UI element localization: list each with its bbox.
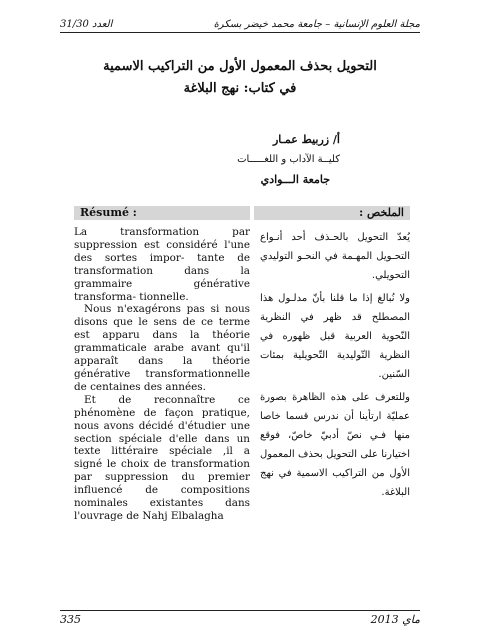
- author-block: [140, 130, 340, 190]
- arabic-paragraph: وللتعرف على هذه الظاهرة بصورة عمليّة ارتأينا أن ندرس قسما خاصا منها فـي نصّ أدبيّ خاصّ، فوقع اختيارنا على التحويل بحذف المعمول الأول من التراكيب الاسمية في نهج البلاغة.: [260, 392, 410, 498]
- page-footer: [60, 610, 420, 626]
- author-name: أ/ زربيط عمـار: [273, 133, 340, 146]
- issue-number: العدد 31/30: [60, 19, 113, 30]
- page-header: [60, 10, 420, 33]
- arabic-abstract: [260, 228, 410, 506]
- title-line-1: التحويل بحذف المعمول الأول من التراكيب الاسمية: [103, 59, 377, 74]
- french-paragraph: Et de reconnaître ce phénomène de façon pratique, nous avons décidé d'étudier une section spéciale d'elle dans un texte littéraire spéciale ,il a signé le choix de transformation par suppression du premier influencé de compositions nominales existantes dans l'ouvrage de Nahj Elbalagha: [74, 393, 250, 522]
- page-number: 335: [60, 613, 81, 626]
- article-title: [70, 56, 410, 100]
- author-university: جامعة الـــوادي: [260, 173, 330, 186]
- arabic-paragraph: ولا نُبالغ إذا ما قلنا بأنّ مدلـول هذا المصطلح قد ظهر في النظرية النّحوية العربية قبل ظهوره في النظرية التّوليدية التّحويلية بمئات السّنين.: [260, 293, 410, 380]
- publication-date: ماي 2013: [370, 613, 420, 626]
- author-faculty: كليــة الآداب و اللغـــــات: [237, 154, 340, 165]
- french-abstract: [74, 226, 250, 523]
- resume-heading: Résumé :: [74, 206, 250, 220]
- journal-name: مجلة العلوم الإنسانية – جامعة محمد خيضر بسكرة: [213, 19, 420, 30]
- arabic-abstract-heading: الملخص :: [254, 206, 410, 220]
- arabic-paragraph: يُعدّ التحويل بالحـذف أحد أنـواع التحـويل المهـمة في النحـو التوليدي التحويلي.: [260, 232, 410, 281]
- title-line-2: في كتاب: نهج البلاغة: [183, 81, 297, 96]
- french-paragraph: La transformation par suppression est considéré l'une des sortes impor- tante de transformation dans la grammaire générative transforma- tionnelle.: [74, 226, 250, 303]
- french-paragraph: Nous n'exagérons pas si nous disons que le sens de ce terme est apparu dans la théorie grammaticale arabe avant qu'il apparaît dans la théorie générative transformationnelle de centaines des années.: [74, 303, 250, 393]
